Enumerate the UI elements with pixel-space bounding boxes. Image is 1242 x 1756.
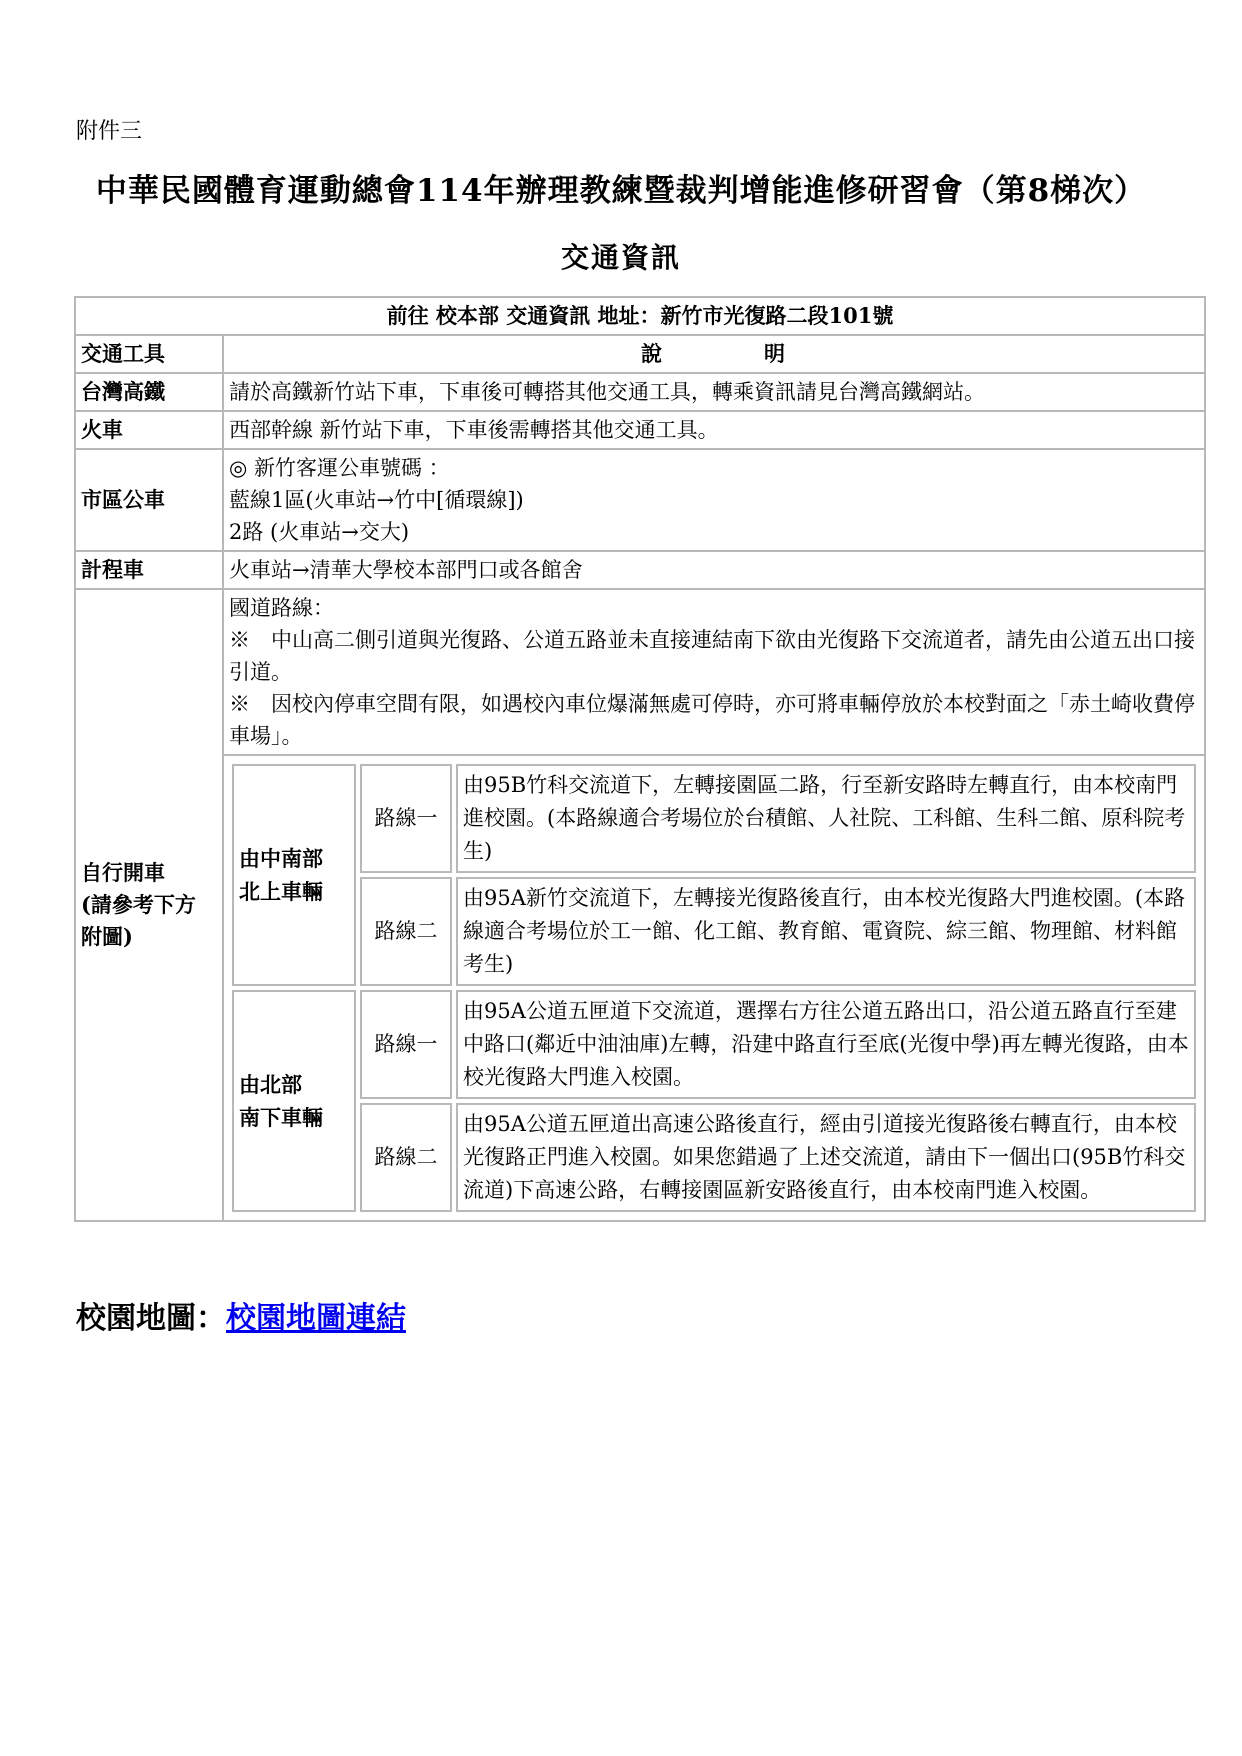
page-subtitle: 交通資訊 bbox=[560, 241, 681, 274]
column-header-description bbox=[223, 335, 1205, 373]
column-header-description-part1: 說 bbox=[641, 341, 664, 366]
north-bound-label bbox=[232, 764, 356, 986]
route-text: 由95A新竹交流道下，左轉接光復路後直行，由本校光復路大門進校園。(本路線適合考場位於工一館、化工館、教育館、電資院、綜三館、物理館、材料館考生) bbox=[456, 877, 1196, 986]
campus-map-label: 校園地圖： bbox=[76, 1301, 226, 1336]
campus-map-link[interactable]: 校園地圖連結 bbox=[226, 1301, 406, 1336]
driving-note-1: ※ 中山高二側引道與光復路、公道五路並未直接連結南下欲由光復路下交流道者，請先由公道五出口接引道。 bbox=[229, 628, 1195, 684]
highway-title: 國道路線： bbox=[229, 596, 334, 620]
row-desc-taxi: 火車站→清華大學校本部門口或各館舍 bbox=[223, 551, 1205, 589]
route-row bbox=[232, 1103, 1196, 1212]
route-label: 路線一 bbox=[360, 990, 452, 1099]
north-bound-label-2: 北上車輛 bbox=[239, 879, 323, 904]
route-label: 路線二 bbox=[360, 1103, 452, 1212]
route-text: 由95A公道五匣道出高速公路後直行，經由引道接光復路後右轉直行，由本校光復路正門進入校園。如果您錯過了上述交流道，請由下一個出口(95B竹科交流道)下高速公路，右轉接園區新安路後直行，由本校南門進入校園。 bbox=[456, 1103, 1196, 1212]
route-row bbox=[232, 764, 1196, 873]
table-header-row bbox=[75, 297, 1205, 335]
row-desc-train: 西部幹線 新竹站下車，下車後需轉搭其他交通工具。 bbox=[223, 411, 1205, 449]
transport-table bbox=[74, 296, 1206, 1222]
driving-label-1: 自行開車 bbox=[81, 860, 165, 885]
table-row bbox=[75, 411, 1205, 449]
route-text: 由95B竹科交流道下，左轉接園區二路，行至新安路時左轉直行，由本校南門進校園。(本路線適合考場位於台積館、人社院、工科館、生科二館、原科院考生) bbox=[456, 764, 1196, 873]
annex-label: 附件三 bbox=[76, 119, 143, 144]
driving-note-2: ※ 因校內停車空間有限，如遇校內車位爆滿無處可停時，亦可將車輛停放於本校對面之「赤土崎收費停車場」。 bbox=[229, 692, 1195, 748]
table-row bbox=[75, 755, 1205, 1221]
row-label-train: 火車 bbox=[75, 411, 223, 449]
table-header: 前往 校本部 交通資訊 地址：新竹市光復路二段101號 bbox=[75, 297, 1205, 335]
south-bound-label-1: 由北部 bbox=[239, 1072, 302, 1097]
row-label-taxi: 計程車 bbox=[75, 551, 223, 589]
row-desc-bus bbox=[223, 449, 1205, 551]
table-row bbox=[75, 589, 1205, 755]
row-label-driving bbox=[75, 589, 223, 1221]
page-title: 中華民國體育運動總會114年辦理教練暨裁判增能進修研習會（第8梯次） bbox=[95, 173, 1147, 209]
driving-notes bbox=[223, 589, 1205, 755]
route-label: 路線一 bbox=[360, 764, 452, 873]
routes-table bbox=[228, 760, 1200, 1216]
row-desc-hsr: 請於高鐵新竹站下車，下車後可轉搭其他交通工具，轉乘資訊請見台灣高鐵網站。 bbox=[223, 373, 1205, 411]
route-text: 由95A公道五匣道下交流道，選擇右方往公道五路出口，沿公道五路直行至建中路口(鄰近中油油庫)左轉，沿建中路直行至底(光復中學)再左轉光復路，由本校光復路大門進入校園。 bbox=[456, 990, 1196, 1099]
row-label-hsr: 台灣高鐵 bbox=[75, 373, 223, 411]
row-label-bus: 市區公車 bbox=[75, 449, 223, 551]
table-row bbox=[75, 373, 1205, 411]
table-row bbox=[75, 551, 1205, 589]
column-header-description-part2: 明 bbox=[764, 341, 787, 366]
column-header-row bbox=[75, 335, 1205, 373]
route-row bbox=[232, 990, 1196, 1099]
south-bound-label-2: 南下車輛 bbox=[239, 1105, 323, 1130]
route-row bbox=[232, 877, 1196, 986]
table-row bbox=[75, 449, 1205, 551]
campus-map-line bbox=[76, 1293, 406, 1337]
column-header-tool: 交通工具 bbox=[75, 335, 223, 373]
bus-line-3: 2路 (火車站→交大) bbox=[229, 520, 410, 544]
driving-routes bbox=[223, 755, 1205, 1221]
driving-label-3: 附圖) bbox=[81, 924, 133, 949]
bus-line-1: ◎ 新竹客運公車號碼 ： bbox=[229, 456, 450, 480]
south-bound-label bbox=[232, 990, 356, 1212]
route-label: 路線二 bbox=[360, 877, 452, 986]
north-bound-label-1: 由中南部 bbox=[239, 846, 323, 871]
driving-label-2: (請參考下方 bbox=[81, 892, 196, 917]
bus-line-2: 藍線1區(火車站→竹中[循環線]) bbox=[229, 488, 524, 512]
